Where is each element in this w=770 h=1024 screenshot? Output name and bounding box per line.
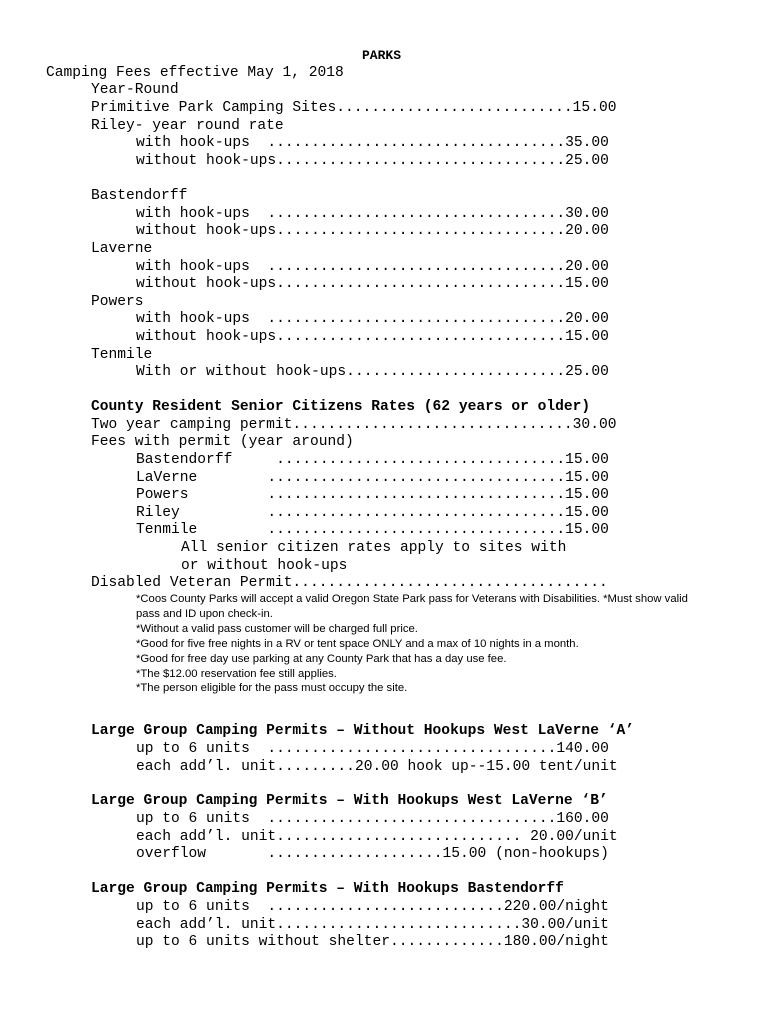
bastendorff-with-hookups-line: with hook-ups ..................................30.00 [136, 206, 609, 222]
riley-without-hookups-line: without hook-ups.................................25.00 [136, 153, 609, 169]
riley-with-hookups-line: with hook-ups ..................................35.00 [136, 135, 609, 151]
bastendorff-without-hookups-line: without hook-ups.................................20.00 [136, 223, 609, 239]
riley-label: Riley- year round rate [91, 118, 284, 134]
primitive-fee-line: Primitive Park Camping Sites...........................15.00 [91, 100, 617, 116]
senior-powers-line: Powers ..................................15.00 [136, 487, 609, 503]
senior-apply-note-line-1: All senior citizen rates apply to sites with [181, 540, 567, 556]
disabled-veteran-permit-line: Disabled Veteran Permit.................................... [91, 575, 608, 591]
senior-apply-note-line-2: or without hook-ups [181, 558, 348, 574]
group-a-each-additional-line: each add’l. unit.........20.00 hook up--15.00 tent/unit [136, 759, 618, 775]
note-item: *The person eligible for the pass must occupy the site. [136, 682, 408, 695]
group-a-up-to-6-line: up to 6 units .................................140.00 [136, 741, 609, 757]
powers-label: Powers [91, 294, 144, 310]
group-b-overflow-line: overflow ....................15.00 (non-hookups) [136, 846, 609, 862]
note-item: *Coos County Parks will accept a valid Oregon State Park pass for Veterans with Disabilities. *Must show valid pass and ID upon check-in. [136, 593, 688, 620]
veteran-permit-notes [136, 592, 696, 696]
year-round-label: Year-Round [91, 82, 179, 98]
senior-rates-heading: County Resident Senior Citizens Rates (62 years or older) [91, 399, 591, 415]
laverne-label: Laverne [91, 241, 153, 257]
note-item: *The $12.00 reservation fee still applies. [136, 667, 337, 680]
two-year-permit-line: Two year camping permit................................30.00 [91, 417, 617, 433]
tenmile-fee-line: With or without hook-ups.........................25.00 [136, 364, 609, 380]
camping-fees-heading: Camping Fees effective May 1, 2018 [46, 65, 344, 81]
senior-tenmile-line: Tenmile ..................................15.00 [136, 522, 609, 538]
fees-with-permit-label: Fees with permit (year around) [91, 434, 354, 450]
group-b-heading: Large Group Camping Permits – With Hookups West LaVerne ‘B’ [91, 793, 608, 809]
laverne-with-hookups-line: with hook-ups ..................................20.00 [136, 259, 609, 275]
powers-with-hookups-line: with hook-ups ..................................20.00 [136, 311, 609, 327]
page-title: PARKS [362, 48, 402, 63]
senior-bastendorff-line: Bastendorff .................................15.00 [136, 452, 609, 468]
group-b-each-additional-line: each add’l. unit............................ 20.00/unit [136, 829, 618, 845]
note-item: *Good for five free nights in a RV or tent space ONLY and a max of 10 nights in a month. [136, 637, 579, 650]
note-item: *Without a valid pass customer will be charged full price. [136, 622, 418, 635]
senior-laverne-line: LaVerne ..................................15.00 [136, 470, 609, 486]
bastendorff-label: Bastendorff [91, 188, 188, 204]
group-a-heading: Large Group Camping Permits – Without Hookups West LaVerne ‘A’ [91, 723, 634, 739]
group-b-up-to-6-line: up to 6 units .................................160.00 [136, 811, 609, 827]
tenmile-label: Tenmile [91, 347, 153, 363]
group-c-without-shelter-line: up to 6 units without shelter.............180.00/night [136, 934, 609, 950]
group-c-each-additional-line: each add’l. unit............................30.00/unit [136, 917, 609, 933]
group-c-heading: Large Group Camping Permits – With Hookups Bastendorff [91, 881, 564, 897]
note-item: *Good for free day use parking at any County Park that has a day use fee. [136, 652, 507, 665]
group-c-up-to-6-line: up to 6 units ...........................220.00/night [136, 899, 609, 915]
powers-without-hookups-line: without hook-ups.................................15.00 [136, 329, 609, 345]
senior-riley-line: Riley ..................................15.00 [136, 505, 609, 521]
laverne-without-hookups-line: without hook-ups.................................15.00 [136, 276, 609, 292]
